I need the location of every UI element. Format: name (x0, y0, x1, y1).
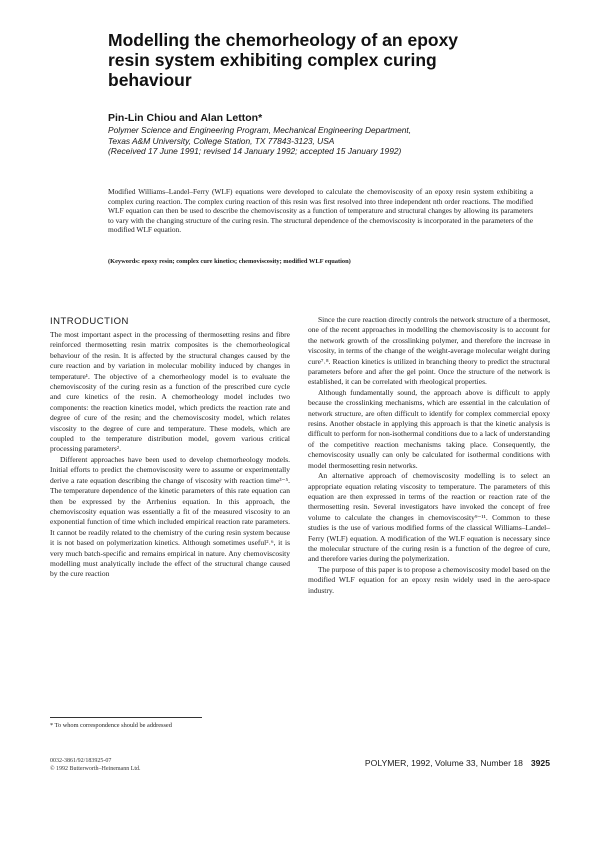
body-column-right (308, 315, 550, 596)
affiliation-line-2: Texas A&M University, College Station, TX 77843-3123, USA (108, 135, 335, 146)
footnote: * To whom correspondence should be addressed (50, 722, 172, 729)
paragraph: The most important aspect in the processing of thermosetting resins and fibre reinforced thermosetting resin matrix composites is the chemorheological behaviour of the resin. It is affected by the structural changes caused by the cure reaction and by variation in molecular mobility induced by changes in temperature¹. The objective of a chemorheology model is to evaluate the chemoviscosity of the curing resin as a function of the prescribed cure cycle and cure kinetics of the resin. A chemorheology model includes two components: the reaction kinetics model, which predicts the reaction rate and degree of cure of the resin; and the chemoviscosity model, which relates viscosity to the degree of cure and temperature. These models, which are coupled to the temperature distribution model, govern various critical processing parameters². (50, 330, 290, 454)
received-dates: (Received 17 June 1991; revised 14 January 1992; accepted 15 January 1992) (108, 146, 402, 156)
page-number: 3925 (530, 758, 550, 768)
copyright-block (50, 757, 270, 773)
body-column-left (50, 330, 290, 580)
journal-citation: POLYMER, 1992, Volume 33, Number 18 (364, 758, 523, 768)
abstract: Modified Williams–Landel–Ferry (WLF) equations were developed to calculate the chemoviscosity of an epoxy resin system exhibiting a complex curing reaction. The complex curing reaction of this resin was first resolved into three independent nth order reactions. The modified WLF equation can then be used to describe the chemoviscosity as a function of temperature and structural changes by allowing its parameters to vary with the changing structure of the curing resin. The structural dependence of the chemoviscosity is incorporated in the parameters of the modified WLF equation. (108, 187, 533, 235)
journal-footer (336, 758, 550, 768)
affiliation-line-1: Polymer Science and Engineering Program, Mechanical Engineering Department, (108, 125, 412, 135)
copyright-notice: © 1992 Butterworth–Heinemann Ltd. (50, 766, 141, 772)
paragraph: Since the cure reaction directly controls the network structure of a thermoset, one of the recent approaches in modelling the chemoviscosity is to account for the network growth of the crosslinking polymer, and therefore the increase in viscosity, in terms of the change of the weight-average molecular weight during cure⁷˒⁸. Reaction kinetics is utilized in branching theory to predict the structural parameters before and after the gel point. Once the structure of the network is established, it can be correlated with rheological properties. (308, 315, 550, 387)
paragraph: An alternative approach of chemoviscosity modelling is to select an appropriate equation relating viscosity to temperature. The parameters of this equation are then expressed in terms of the reaction or reaction rate of the thermosetting resin. Several investigators have invoked the concept of free volume to calculate the changes in chemoviscosity⁹⁻¹¹. Common to these studies is the use of various modified forms of the classical Williams–Landel–Ferry (WLF) equation. A modification of the WLF equation is necessary since the molecular structure of the curing resin is a function of the degree of cure, and therefore varies during the polymerization. (308, 471, 550, 564)
paragraph: The purpose of this paper is to propose a chemoviscosity model based on the modified WLF equation for an epoxy resin widely used in the aero-space industry. (308, 564, 550, 595)
article-title: Modelling the chemorheology of an epoxy resin system exhibiting complex curing behaviour (108, 30, 459, 90)
affiliation (108, 125, 528, 157)
paragraph: Different approaches have been used to develop chemorheology models. Initial efforts to predict the chemoviscosity were to assume or experimentally derive a rate equation describing the change of viscosity with reaction time³⁻⁵. The temperature dependence of the kinetic parameters of this rate equation can then be expressed by the Arrhenius equation. In this approach, the chemoviscosity equation was essentially a fit of the measured viscosity to an exponential function of time which included empirical reaction rate parameters. It cannot be readily related to the chemistry of the curing resin system because it is not based on polymerization kinetics. Although sometimes useful²˒⁶, it is very much batch-specific and remains empirical in nature. Any chemoviscosity modelling must analytically include the effect of the structural change caused by the cure reaction (50, 454, 290, 579)
footnote-divider (50, 717, 202, 718)
section-heading-introduction: INTRODUCTION (50, 316, 129, 327)
keywords: (Keywords: epoxy resin; complex cure kinetics; chemoviscosity; modified WLF equation) (108, 258, 351, 265)
paragraph: Although fundamentally sound, the approach above is difficult to apply because the crosslinking mechanisms, which are essential in the calculation of network structure, are often difficult to identify for complex commercial epoxy resins. Another obstacle in applying this approach is that the kinetic analysis is difficult to perform for non-isothermal conditions due to a lack of understanding of the competitive reaction mechanisms taking place. Consequently, the chemoviscosity usually can only be calculated for isothermal conditions with model thermosetting resin networks. (308, 387, 550, 470)
issn-code: 0032-3861/92/183925-07 (50, 758, 112, 764)
authors: Pin-Lin Chiou and Alan Letton* (108, 112, 263, 124)
